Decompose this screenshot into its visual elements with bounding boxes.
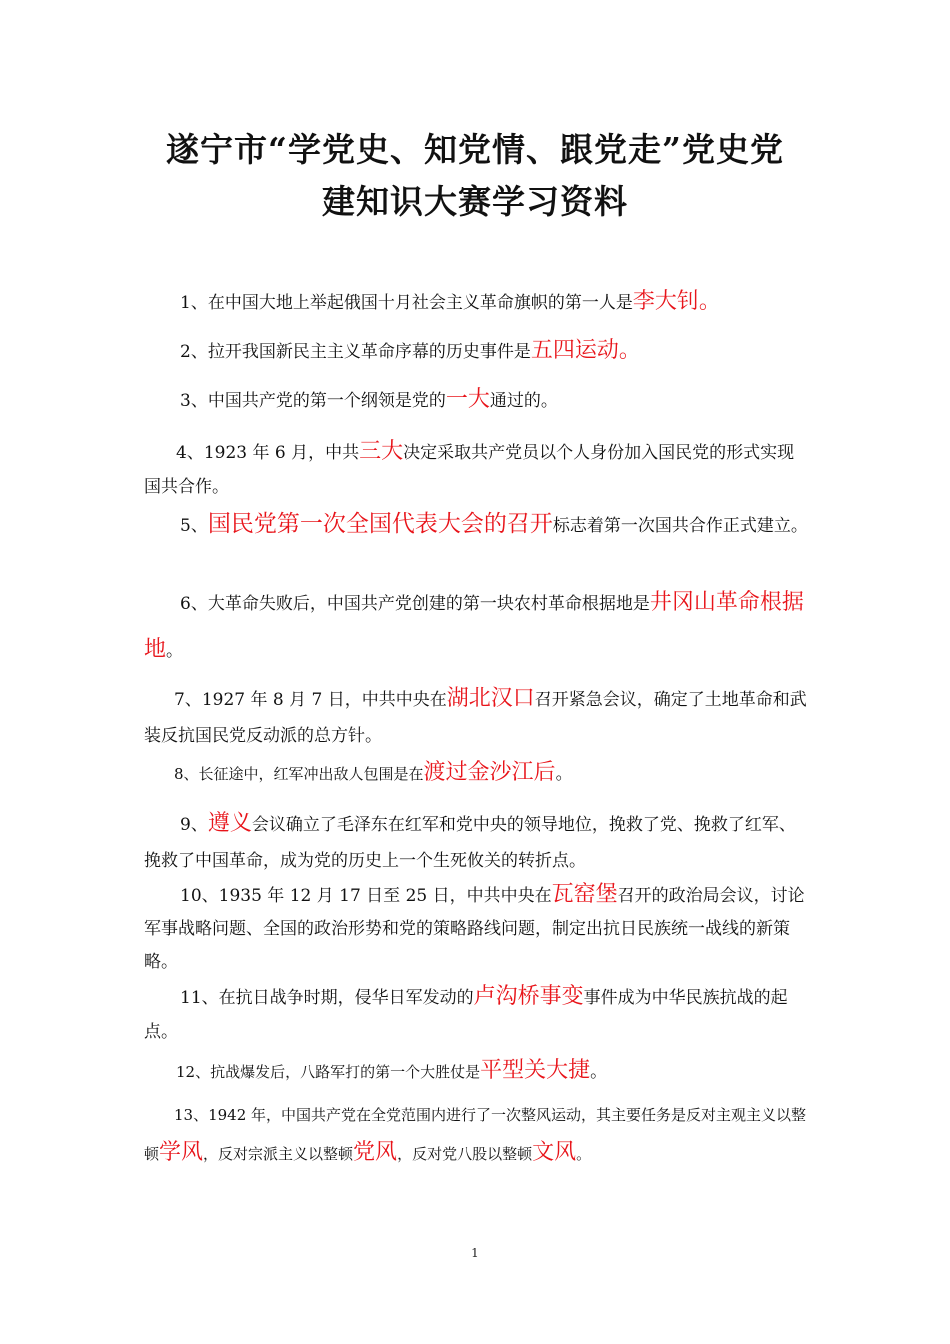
item-text: 13、1942 年，中国共产党在全党范围内进行了一次整风运动，其主要任务是反对主观主义以整顿 — [144, 1106, 807, 1163]
answer-highlight: 井冈山革命根据地 — [144, 590, 804, 662]
item-text: 。 — [555, 764, 573, 784]
list-item — [144, 435, 809, 504]
page-number: 1 — [471, 1246, 479, 1260]
document-title-line1: 遂宁市“学党史、知党情、跟党走”党史党 — [166, 130, 784, 169]
item-text: 12、抗战爆发后，八路军打的第一个大胜仗是 — [176, 1063, 481, 1081]
answer-highlight: 瓦窑堡 — [551, 882, 618, 907]
item-text: 通过的。 — [489, 391, 558, 411]
item-text: 6、大革命失败后，中国共产党创建的第一块农村革命根据地是 — [180, 594, 650, 614]
item-text: 11、在抗日战争时期，侵华日军发动的 — [180, 988, 474, 1008]
item-text: 标志着第一次国共合作正式建立。 — [552, 516, 808, 536]
list-item — [144, 681, 809, 754]
list-item — [144, 580, 809, 674]
item-text: 3、中国共产党的第一个纲领是党的 — [180, 391, 446, 411]
list-item — [144, 806, 809, 879]
answer-highlight: 湖北汉口 — [446, 686, 535, 711]
item-text: 2、拉开我国新民主主义革命序幕的历史事件是 — [180, 342, 531, 362]
item-text: 事件成为中华民族抗战的起点。 — [144, 988, 788, 1042]
list-item — [144, 1096, 809, 1173]
answer-highlight: 党风 — [353, 1140, 398, 1165]
item-text: 4、1923 年 6 月，中共 — [176, 443, 360, 463]
item-text: 。 — [590, 1062, 608, 1082]
item-text: 召开紧急会议，确定了土地革命和武装反抗国民党反动派的总方针。 — [144, 690, 807, 746]
item-text: 决定采取共产党员以个人身份加入国民党的形式实现国共合作。 — [144, 443, 795, 497]
answer-highlight: 卢沟桥事变 — [473, 984, 584, 1009]
answer-highlight: 三大 — [359, 439, 404, 464]
answer-highlight: 文风 — [532, 1140, 577, 1165]
answer-highlight: 国民党第一次全国代表大会的召开 — [207, 511, 553, 537]
item-text: ，反对党八股以整顿 — [397, 1145, 533, 1163]
list-item — [144, 506, 809, 544]
list-item — [144, 980, 809, 1049]
list-item — [144, 1056, 809, 1087]
document-title-line2: 建知识大赛学习资料 — [322, 182, 628, 221]
answer-highlight: 平型关大捷 — [480, 1058, 591, 1083]
answer-highlight: 学风 — [159, 1140, 204, 1165]
list-item — [144, 287, 809, 318]
answer-highlight: 李大钊。 — [632, 289, 721, 314]
item-text: 7、1927 年 8 月 7 日，中共中央在 — [174, 690, 447, 710]
list-item — [144, 758, 809, 789]
list-item — [144, 878, 809, 979]
item-text: ，反对宗派主义以整顿 — [203, 1145, 354, 1163]
list-item — [144, 336, 809, 367]
item-text: 10、1935 年 12 月 17 日至 25 日，中共中央在 — [180, 886, 552, 906]
item-text: 1、在中国大地上举起俄国十月社会主义革命旗帜的第一人是 — [180, 293, 633, 313]
answer-highlight: 五四运动。 — [530, 338, 641, 363]
list-item — [144, 385, 809, 416]
answer-highlight: 遵义 — [207, 811, 252, 836]
item-text: 召开的政治局会议，讨论军事战略问题、全国的政治形势和党的策略路线问题，制定出抗日民族统一战线的新策略。 — [144, 886, 805, 972]
item-text: 8、长征途中，红军冲出敌人包围是在 — [174, 765, 424, 783]
item-text: 。 — [166, 641, 184, 661]
item-text: 。 — [576, 1145, 592, 1163]
answer-highlight: 渡过金沙江后 — [423, 760, 556, 785]
item-text: 5、 — [180, 516, 208, 536]
item-text: 会议确立了毛泽东在红军和党中央的领导地位，挽救了党、挽救了红军、挽救了中国革命，成为党的历史上一个生死攸关的转折点。 — [144, 815, 796, 871]
answer-highlight: 一大 — [445, 387, 490, 412]
item-text: 9、 — [180, 815, 208, 835]
